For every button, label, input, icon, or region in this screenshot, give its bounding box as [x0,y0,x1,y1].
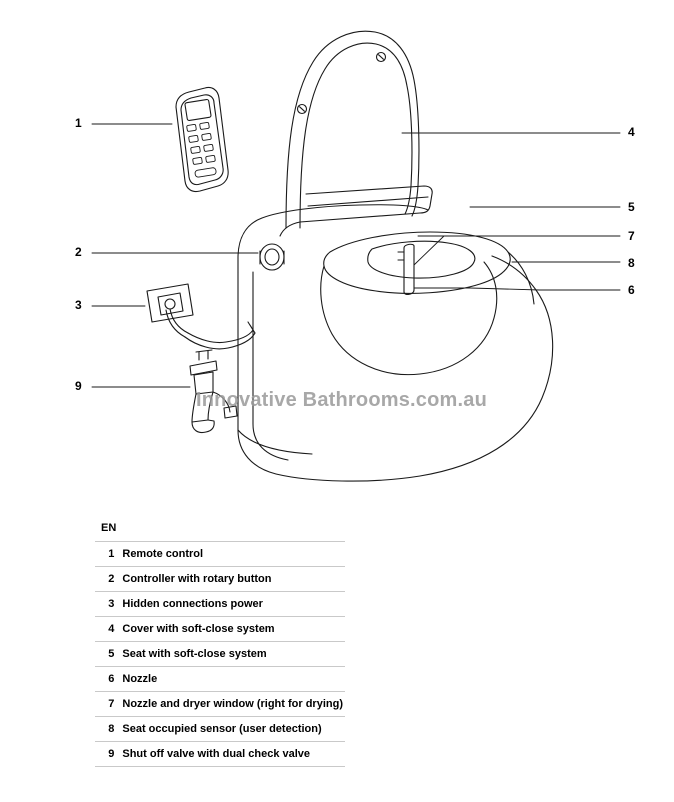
table-row [95,592,345,617]
legend-row-number: 9 [108,748,115,760]
power-connection-plate [147,284,193,337]
toilet-body [238,252,553,481]
controller-rotary-button [260,244,284,270]
legend [95,522,345,767]
callout-number: 9 [75,379,82,393]
legend-row-label: Hidden connections power [122,598,263,610]
table-row [95,742,345,767]
table-row [95,617,345,642]
table-row [95,642,345,667]
legend-row-number: 3 [108,598,115,610]
legend-row-label: Seat with soft-close system [122,648,267,660]
table-row [95,567,345,592]
remote-control [176,87,228,191]
legend-row-label: Seat occupied sensor (user detection) [122,723,322,735]
table-row [95,542,345,567]
legend-row-number: 6 [108,673,115,685]
seat-shroud [238,186,432,272]
legend-table [95,541,345,767]
legend-row-number: 5 [108,648,115,660]
leader-lines [92,124,620,387]
callout-number: 1 [75,116,82,130]
legend-row-number: 2 [108,573,115,585]
callout-number: 7 [628,229,635,243]
callout-number: 6 [628,283,635,297]
callout-number: 4 [628,125,635,139]
legend-row-label: Shut off valve with dual check valve [122,748,311,760]
legend-row-label: Nozzle [122,673,158,685]
callout-number: 5 [628,200,635,214]
cover-lid [286,31,419,228]
legend-row-label: Nozzle and dryer window (right for drying) [122,698,343,710]
legend-language-label: EN [101,522,117,534]
legend-row-number: 7 [108,698,115,710]
legend-row-label: Remote control [122,548,204,560]
watermark: Innovative Bathrooms.com.au [196,389,488,411]
table-row [95,717,345,742]
callout-number: 8 [628,256,635,270]
callout-number: 3 [75,298,82,312]
legend-row-number: 8 [108,723,115,735]
legend-row-label: Cover with soft-close system [122,623,275,635]
water-hose [185,322,255,349]
legend-row-number: 1 [108,548,115,560]
table-row [95,667,345,692]
table-row [95,692,345,717]
legend-row-label: Controller with rotary button [122,573,272,585]
nozzle [398,244,414,294]
legend-row-number: 4 [108,623,115,635]
callout-number: 2 [75,245,82,259]
